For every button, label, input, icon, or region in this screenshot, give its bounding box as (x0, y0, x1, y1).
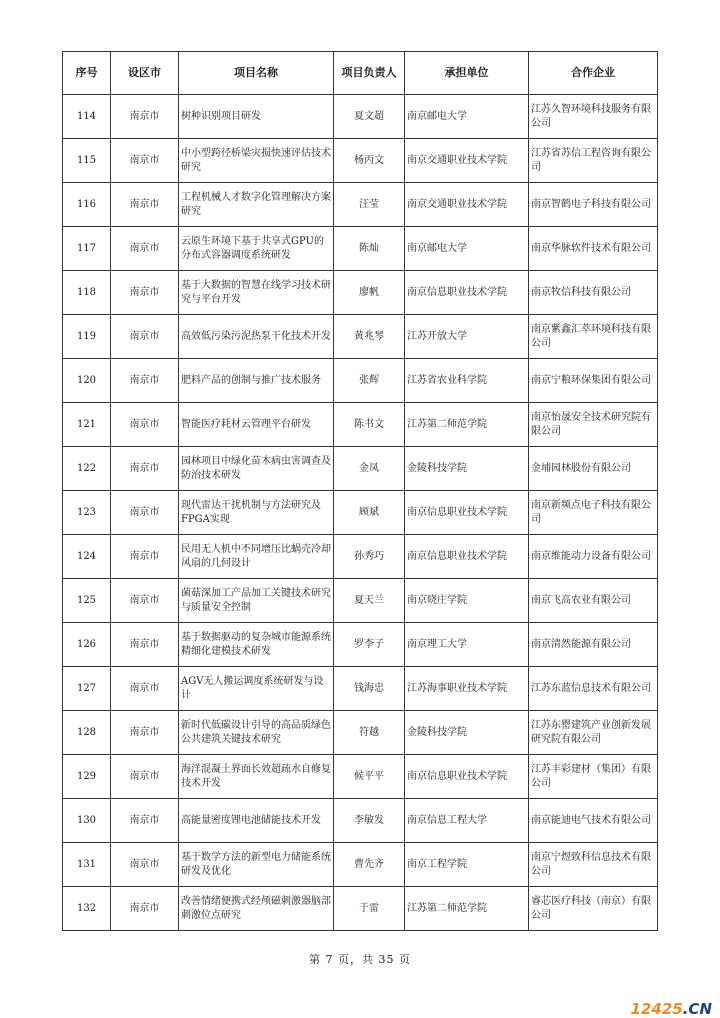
cell-undertaking-unit: 南京信息职业技术学院 (405, 755, 529, 799)
watermark-domain: .CN (682, 1000, 712, 1018)
site-watermark (631, 1000, 712, 1018)
cell-city: 南京市 (111, 623, 179, 667)
cell-partner-company: 南京飞高农业有限公司 (529, 579, 658, 623)
table-row (63, 623, 658, 667)
cell-city: 南京市 (111, 227, 179, 271)
cell-project-name: 基于数学方法的新型电力储能系统研发及优化 (179, 843, 334, 887)
cell-city: 南京市 (111, 579, 179, 623)
cell-project-leader: 夏天兰 (334, 579, 405, 623)
cell-index: 120 (63, 359, 111, 403)
cell-partner-company: 金埔园林股份有限公司 (529, 447, 658, 491)
cell-index: 121 (63, 403, 111, 447)
header-project-name: 项目名称 (179, 52, 334, 95)
cell-partner-company: 南京智鹤电子科技有限公司 (529, 183, 658, 227)
cell-city: 南京市 (111, 403, 179, 447)
cell-partner-company: 南京维能动力设备有限公司 (529, 535, 658, 579)
header-city: 设区市 (111, 52, 179, 95)
table-row (63, 315, 658, 359)
cell-project-leader: 廖帆 (334, 271, 405, 315)
cell-project-name: 现代雷达干扰机制与方法研究及FPGA实现 (179, 491, 334, 535)
header-undertaking-unit: 承担单位 (405, 52, 529, 95)
cell-project-leader: 罗李子 (334, 623, 405, 667)
cell-undertaking-unit: 江苏开放大学 (405, 315, 529, 359)
cell-index: 128 (63, 711, 111, 755)
cell-project-leader: 黄兆琴 (334, 315, 405, 359)
table-row (63, 887, 658, 931)
cell-undertaking-unit: 江苏海事职业技术学院 (405, 667, 529, 711)
cell-partner-company: 南京怡晟安全技术研究院有限公司 (529, 403, 658, 447)
table-row (63, 403, 658, 447)
cell-project-name: 肥料产品的创制与推广技术服务 (179, 359, 334, 403)
cell-city: 南京市 (111, 535, 179, 579)
table-row (63, 139, 658, 183)
cell-index: 127 (63, 667, 111, 711)
cell-index: 116 (63, 183, 111, 227)
cell-undertaking-unit: 江苏省农业科学院 (405, 359, 529, 403)
cell-project-name: 菌菇深加工产品加工关键技术研究与质量安全控制 (179, 579, 334, 623)
cell-project-leader: 陈书文 (334, 403, 405, 447)
table-row (63, 447, 658, 491)
cell-project-name: 云原生环境下基于共享式GPU的分布式容器调度系统研发 (179, 227, 334, 271)
cell-undertaking-unit: 南京工程学院 (405, 843, 529, 887)
cell-project-leader: 符越 (334, 711, 405, 755)
table-row (63, 535, 658, 579)
cell-city: 南京市 (111, 799, 179, 843)
cell-project-name: 高效低污染污泥热泵干化技术开发 (179, 315, 334, 359)
header-partner-company: 合作企业 (529, 52, 658, 95)
table-row (63, 579, 658, 623)
cell-project-leader: 陈灿 (334, 227, 405, 271)
cell-undertaking-unit: 南京理工大学 (405, 623, 529, 667)
table-row (63, 271, 658, 315)
watermark-number: 12425 (630, 1000, 683, 1018)
cell-project-name: 树种识别项目研发 (179, 95, 334, 139)
header-index: 序号 (63, 52, 111, 95)
table-row (63, 755, 658, 799)
table-row (63, 183, 658, 227)
cell-index: 124 (63, 535, 111, 579)
cell-city: 南京市 (111, 667, 179, 711)
table-row (63, 711, 658, 755)
cell-partner-company: 睿芯医疗科技（南京）有限公司 (529, 887, 658, 931)
cell-undertaking-unit: 南京邮电大学 (405, 95, 529, 139)
cell-city: 南京市 (111, 271, 179, 315)
table-row (63, 799, 658, 843)
cell-project-name: 海洋混凝土界面长效超疏水自修复技术开发 (179, 755, 334, 799)
cell-project-leader: 钱海忠 (334, 667, 405, 711)
cell-undertaking-unit: 南京晓庄学院 (405, 579, 529, 623)
cell-partner-company: 南京宁煜致科信息技术有限公司 (529, 843, 658, 887)
cell-city: 南京市 (111, 95, 179, 139)
page-footer: 第 7 页，共 35 页 (309, 953, 411, 966)
cell-project-leader: 李敏发 (334, 799, 405, 843)
cell-project-leader: 顾斌 (334, 491, 405, 535)
cell-undertaking-unit: 南京交通职业技术学院 (405, 139, 529, 183)
cell-city: 南京市 (111, 887, 179, 931)
cell-index: 123 (63, 491, 111, 535)
cell-city: 南京市 (111, 315, 179, 359)
cell-index: 119 (63, 315, 111, 359)
cell-index: 130 (63, 799, 111, 843)
cell-project-leader: 于雷 (334, 887, 405, 931)
cell-project-leader: 候平平 (334, 755, 405, 799)
cell-project-name: AGV无人搬运调度系统研发与设计 (179, 667, 334, 711)
cell-city: 南京市 (111, 359, 179, 403)
cell-partner-company: 江苏省苏信工程咨询有限公司 (529, 139, 658, 183)
cell-project-name: 工程机械人才数字化管理解决方案研究 (179, 183, 334, 227)
cell-city: 南京市 (111, 447, 179, 491)
cell-project-name: 改善情绪便携式经颅磁刺激器脑部刺激位点研究 (179, 887, 334, 931)
cell-city: 南京市 (111, 491, 179, 535)
cell-project-name: 基于数据驱动的复杂城市能源系统精细化建模技术研发 (179, 623, 334, 667)
cell-index: 122 (63, 447, 111, 491)
project-table (62, 51, 658, 931)
cell-project-leader: 夏文超 (334, 95, 405, 139)
cell-city: 南京市 (111, 843, 179, 887)
cell-index: 126 (63, 623, 111, 667)
cell-undertaking-unit: 南京交通职业技术学院 (405, 183, 529, 227)
cell-project-name: 新时代低碳设计引导的高品质绿色公共建筑关键技术研究 (179, 711, 334, 755)
table-row (63, 491, 658, 535)
table-row (63, 95, 658, 139)
cell-partner-company: 南京新频点电子科技有限公司 (529, 491, 658, 535)
table-row (63, 843, 658, 887)
cell-partner-company: 江苏东蓝信息技术有限公司 (529, 667, 658, 711)
cell-undertaking-unit: 南京信息职业技术学院 (405, 271, 529, 315)
cell-partner-company: 南京清然能源有限公司 (529, 623, 658, 667)
cell-index: 125 (63, 579, 111, 623)
cell-undertaking-unit: 南京信息职业技术学院 (405, 535, 529, 579)
cell-undertaking-unit: 金陵科技学院 (405, 711, 529, 755)
cell-project-name: 中小型跨径桥梁灾损快速评估技术研究 (179, 139, 334, 183)
cell-city: 南京市 (111, 183, 179, 227)
cell-index: 115 (63, 139, 111, 183)
cell-undertaking-unit: 江苏第二师范学院 (405, 403, 529, 447)
cell-project-leader: 曹先齐 (334, 843, 405, 887)
cell-partner-company: 南京紫鑫汇萃环境科技有限公司 (529, 315, 658, 359)
cell-index: 129 (63, 755, 111, 799)
cell-project-name: 园林项目中绿化苗木病虫害调查及防治技术研发 (179, 447, 334, 491)
cell-city: 南京市 (111, 711, 179, 755)
cell-partner-company: 江苏丰彩建材（集团）有限公司 (529, 755, 658, 799)
cell-partner-company: 南京牧信科技有限公司 (529, 271, 658, 315)
header-project-leader: 项目负责人 (334, 52, 405, 95)
cell-project-name: 民用无人机中不同增压比蜗壳冷却风扇的几何设计 (179, 535, 334, 579)
cell-city: 南京市 (111, 139, 179, 183)
cell-index: 114 (63, 95, 111, 139)
cell-partner-company: 南京能迪电气技术有限公司 (529, 799, 658, 843)
cell-undertaking-unit: 南京邮电大学 (405, 227, 529, 271)
cell-index: 131 (63, 843, 111, 887)
cell-index: 132 (63, 887, 111, 931)
table-header-row (63, 52, 658, 95)
cell-partner-company: 江苏久智环境科技服务有限公司 (529, 95, 658, 139)
cell-project-leader: 张辉 (334, 359, 405, 403)
cell-project-leader: 杨丙文 (334, 139, 405, 183)
cell-undertaking-unit: 江苏第二师范学院 (405, 887, 529, 931)
cell-partner-company: 南京宁粮环保集团有限公司 (529, 359, 658, 403)
cell-project-leader: 汪莹 (334, 183, 405, 227)
cell-partner-company: 江苏东罂建筑产业创新发展研究院有限公司 (529, 711, 658, 755)
cell-index: 118 (63, 271, 111, 315)
cell-undertaking-unit: 南京信息工程大学 (405, 799, 529, 843)
cell-undertaking-unit: 金陵科技学院 (405, 447, 529, 491)
cell-project-name: 基于大数据的智慧在线学习技术研究与平台开发 (179, 271, 334, 315)
cell-index: 117 (63, 227, 111, 271)
table-row (63, 667, 658, 711)
cell-project-name: 高能量密度锂电池储能技术开发 (179, 799, 334, 843)
table-row (63, 359, 658, 403)
cell-city: 南京市 (111, 755, 179, 799)
cell-project-leader: 孙秀巧 (334, 535, 405, 579)
cell-partner-company: 南京华脉软件技术有限公司 (529, 227, 658, 271)
table-row (63, 227, 658, 271)
cell-undertaking-unit: 南京信息职业技术学院 (405, 491, 529, 535)
cell-project-name: 智能医疗耗材云管理平台研发 (179, 403, 334, 447)
cell-project-leader: 金凤 (334, 447, 405, 491)
